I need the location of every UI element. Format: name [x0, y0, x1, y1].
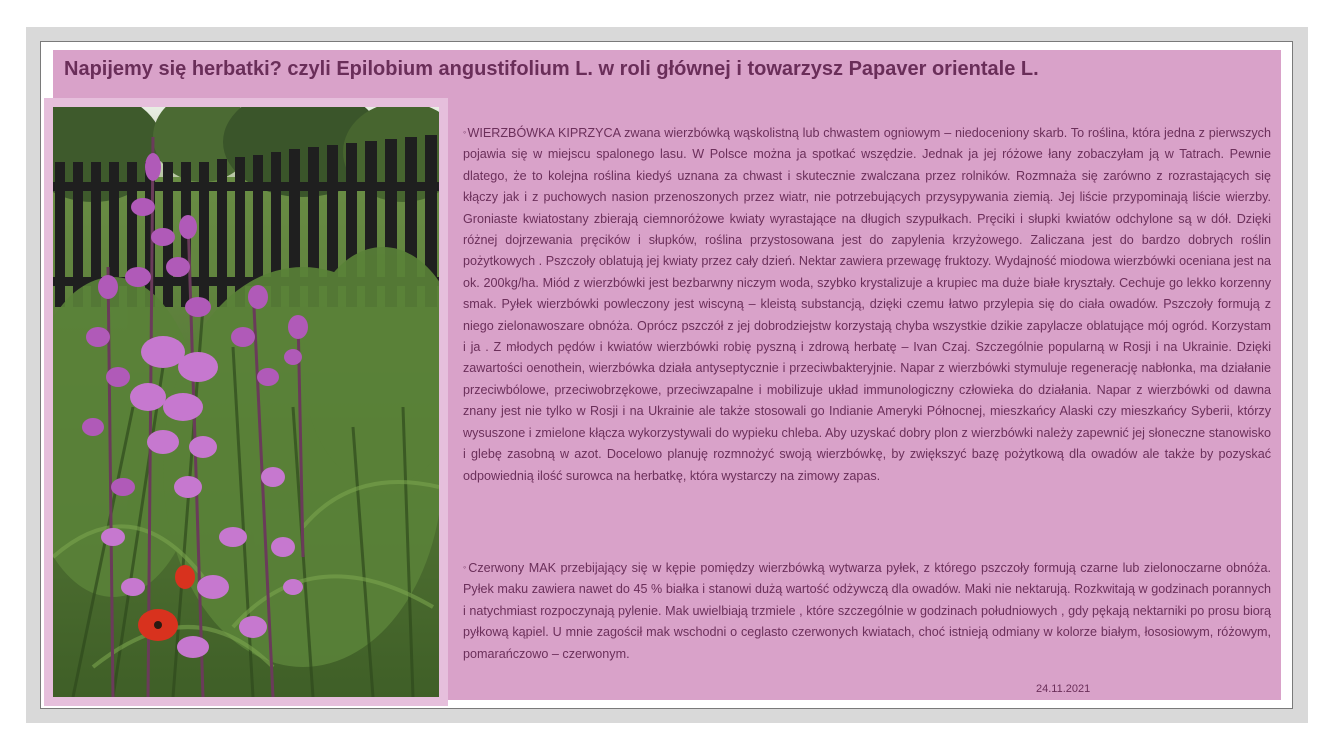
article-text — [453, 117, 1279, 701]
page-title: Napijemy się herbatki? czyli Epilobium angustifolium L. w roli głównej i towarzysz Papaver orientale L. — [64, 58, 1039, 80]
paragraph-poppy — [463, 557, 1271, 665]
paragraph-fireweed-text: WIERZBÓWKA KIPRZYCA zwana wierzbówką wąskolistną lub chwastem ogniowym – niedoceniony skarb. To roślina, która jedna z pierwszych pojawia się w miejscu spalonego lasu. W Polsce można ja spotkać wszędzie. Jednak ja jej różowe łany zobaczyłam ją w Tatrach. Pewnie dlatego, że to kolejna roślina kiedyś uznana za chwast i skutecznie zwalczana przez rolników. Rozmnaża się zarówno z rozrastających się kłączy jak i z puchowych nasion przenoszonych przez wiatr, nie potrzebujących przysypywania ziemią. Jej liście przypominają liście wierzby. Groniaste kwiatostany zbierają ciemnoróżowe kwiaty wyrastające na długich szypułkach. Pręciki i słupki kwiatów odchylone są w dół. Dzięki różnej dojrzewania pręcików i słupków, roślina przystosowana jest do zapylenia krzyżowego. Zaliczana jest do bardzo dobrych roślin pożytkowych . Pszczoły oblatują jej kwiaty przez cały dzień. Nektar zawiera przewagę fruktozy. Wydajność miodowa wierzbówki oceniana jest na ok. 200kg/ha. Miód z wierzbówki jest bezbarwny niczym woda, szybko krystalizuje a krupiec ma duże białe kryształy. Cechuje go lekko korzenny smak. Pyłek wierzbówki powleczony jest wiscyną – kleistą substancją, dzięki czemu łatwo przylepia się do ciała owadów. Pszczoły formują z niego zielonawoszare obnóża. Oprócz pszczół z jej dobrodziejstw korzystają chyba wszystkie dzikie zapylacze oblatujące mój ogród. Korzystam i ja . Z młodych pędów i kwiatów wierzbówki robię pyszną i zdrową herbatę – Ivan Czaj. Szczególnie popularną w Rosji i na Ukrainie. Dzięki zawartości oenothein, wierzbówka działa antyseptycznie i przeciwbakteryjnie. Napar z wierzbówki stymuluje regenerację nabłonka, ma działanie przeciwbólowe, przeciwobrzękowe, przeciwzapalne i mobilizuje układ immunologiczny człowieka do działania. Napar z wierzbówki od dawna znany jest nie tylko w Rosji i na Ukrainie ale także stosowali go Indianie Ameryki Północnej, mieszkańcy Alaski czy mieszkańcy Syberii, którzy wysuszone i zmielone kłącza wykorzystywali do wypieku chleba. Aby uzyskać dobry plon z wierzbówki należy zapewnić jej słoneczne stanowisko i glebę zasobną w azot. Docelowo planuję rozmnożyć swoją wierzbówkę, by zwiększyć bazę pożytkową dla owadów ale także by pozyskać odpowiednią ilość surowca na herbatkę, która wystarczy na zimowy zapas. — [463, 126, 1271, 483]
photo-illustration — [53, 107, 439, 697]
bullet-icon: ◦ — [463, 562, 468, 572]
bullet-icon: ◦ — [463, 127, 467, 137]
paragraph-poppy-text: Czerwony MAK przebijający się w kępie pomiędzy wierzbówką wytwarza pyłek, z którego pszczoły formują czarne lub zielonoczarne obnóża. Pyłek maku zawiera nawet do 45 % białka i stanowi dużą wartość odżywczą dla owadów. Maki nie nektarują. Rozkwitają w godzinach porannych i natychmiast rozpoczynają pylenie. Mak uwielbiają trzmiele , które szczególnie w godzinach południowych , gdy pękają nektarniki po prosu biorą pyłkową kąpiel. U mnie zagościł mak wschodni o ceglasto czerwonych kwiatach, choć istnieją odmiany w kolorze białym, łososiowym, różowym, pomarańczowo – czerwonym. — [463, 561, 1271, 661]
document-date: 24.11.2021 — [1036, 683, 1091, 695]
paragraph-fireweed — [463, 122, 1271, 487]
fireweed-photo — [53, 107, 439, 697]
